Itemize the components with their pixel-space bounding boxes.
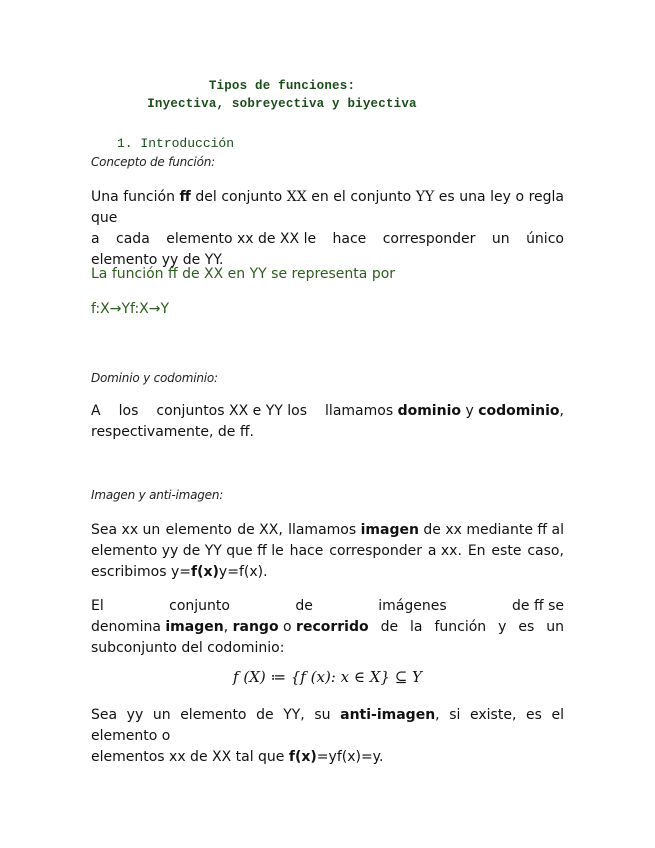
green-representation-line: La función ff de XX en YY se representa por [91, 266, 396, 282]
section-number: 1. [117, 136, 133, 151]
line: Sea yy un elemento de YY, su anti-imagen, si existe, es el elemento o [91, 707, 565, 744]
image-formula: f (X) ≔ {f (x): x ∈ X} ⊆ Y [233, 668, 422, 686]
paragraph-imagen-2 [91, 596, 564, 659]
function-notation: f:X→Yf:X→Y [91, 301, 170, 317]
line-justified: El conjunto de imágenes de ff se [91, 598, 564, 614]
document-title-line2: Inyectiva, sobreyectiva y biyectiva [147, 97, 417, 111]
line-justified: A los conjuntos XX e YY los llamamos dominio y codominio, [91, 403, 564, 419]
subheading-imagen: Imagen y anti-imagen: [91, 488, 224, 502]
section-heading [117, 136, 234, 151]
line: escribimos y=f(x)y=f(x). [91, 564, 268, 580]
line: elementos xx de XX tal que f(x)=yf(x)=y. [91, 749, 384, 765]
line-justified: a cada elemento xx de XX le hace corresponder un único [91, 231, 564, 247]
section-label: Introducción [140, 136, 235, 151]
subheading-dominio: Dominio y codominio: [91, 371, 218, 385]
line-justified: denomina imagen, rango o recorrido de la función y es un [91, 619, 564, 635]
line-justified: elemento yy de YY que ff le hace corresponder a xx. En este caso, [91, 543, 564, 559]
line: Una función ff del conjunto XX en el conjunto YY es una ley o regla que [91, 189, 564, 226]
line-justified: Sea xx un elemento de XX, llamamos imagen de xx mediante ff al [91, 522, 564, 538]
subheading-concepto: Concepto de función: [91, 155, 215, 169]
paragraph-dominio [91, 401, 564, 443]
paragraph-imagen-1 [91, 520, 564, 583]
line: elemento yy de YY. [91, 252, 224, 268]
paragraph-concepto [91, 187, 564, 271]
document-title-line1: Tipos de funciones: [208, 79, 356, 93]
paragraph-anti-imagen [91, 705, 564, 768]
line: subconjunto del codominio: [91, 640, 285, 656]
line: respectivamente, de ff. [91, 424, 254, 440]
